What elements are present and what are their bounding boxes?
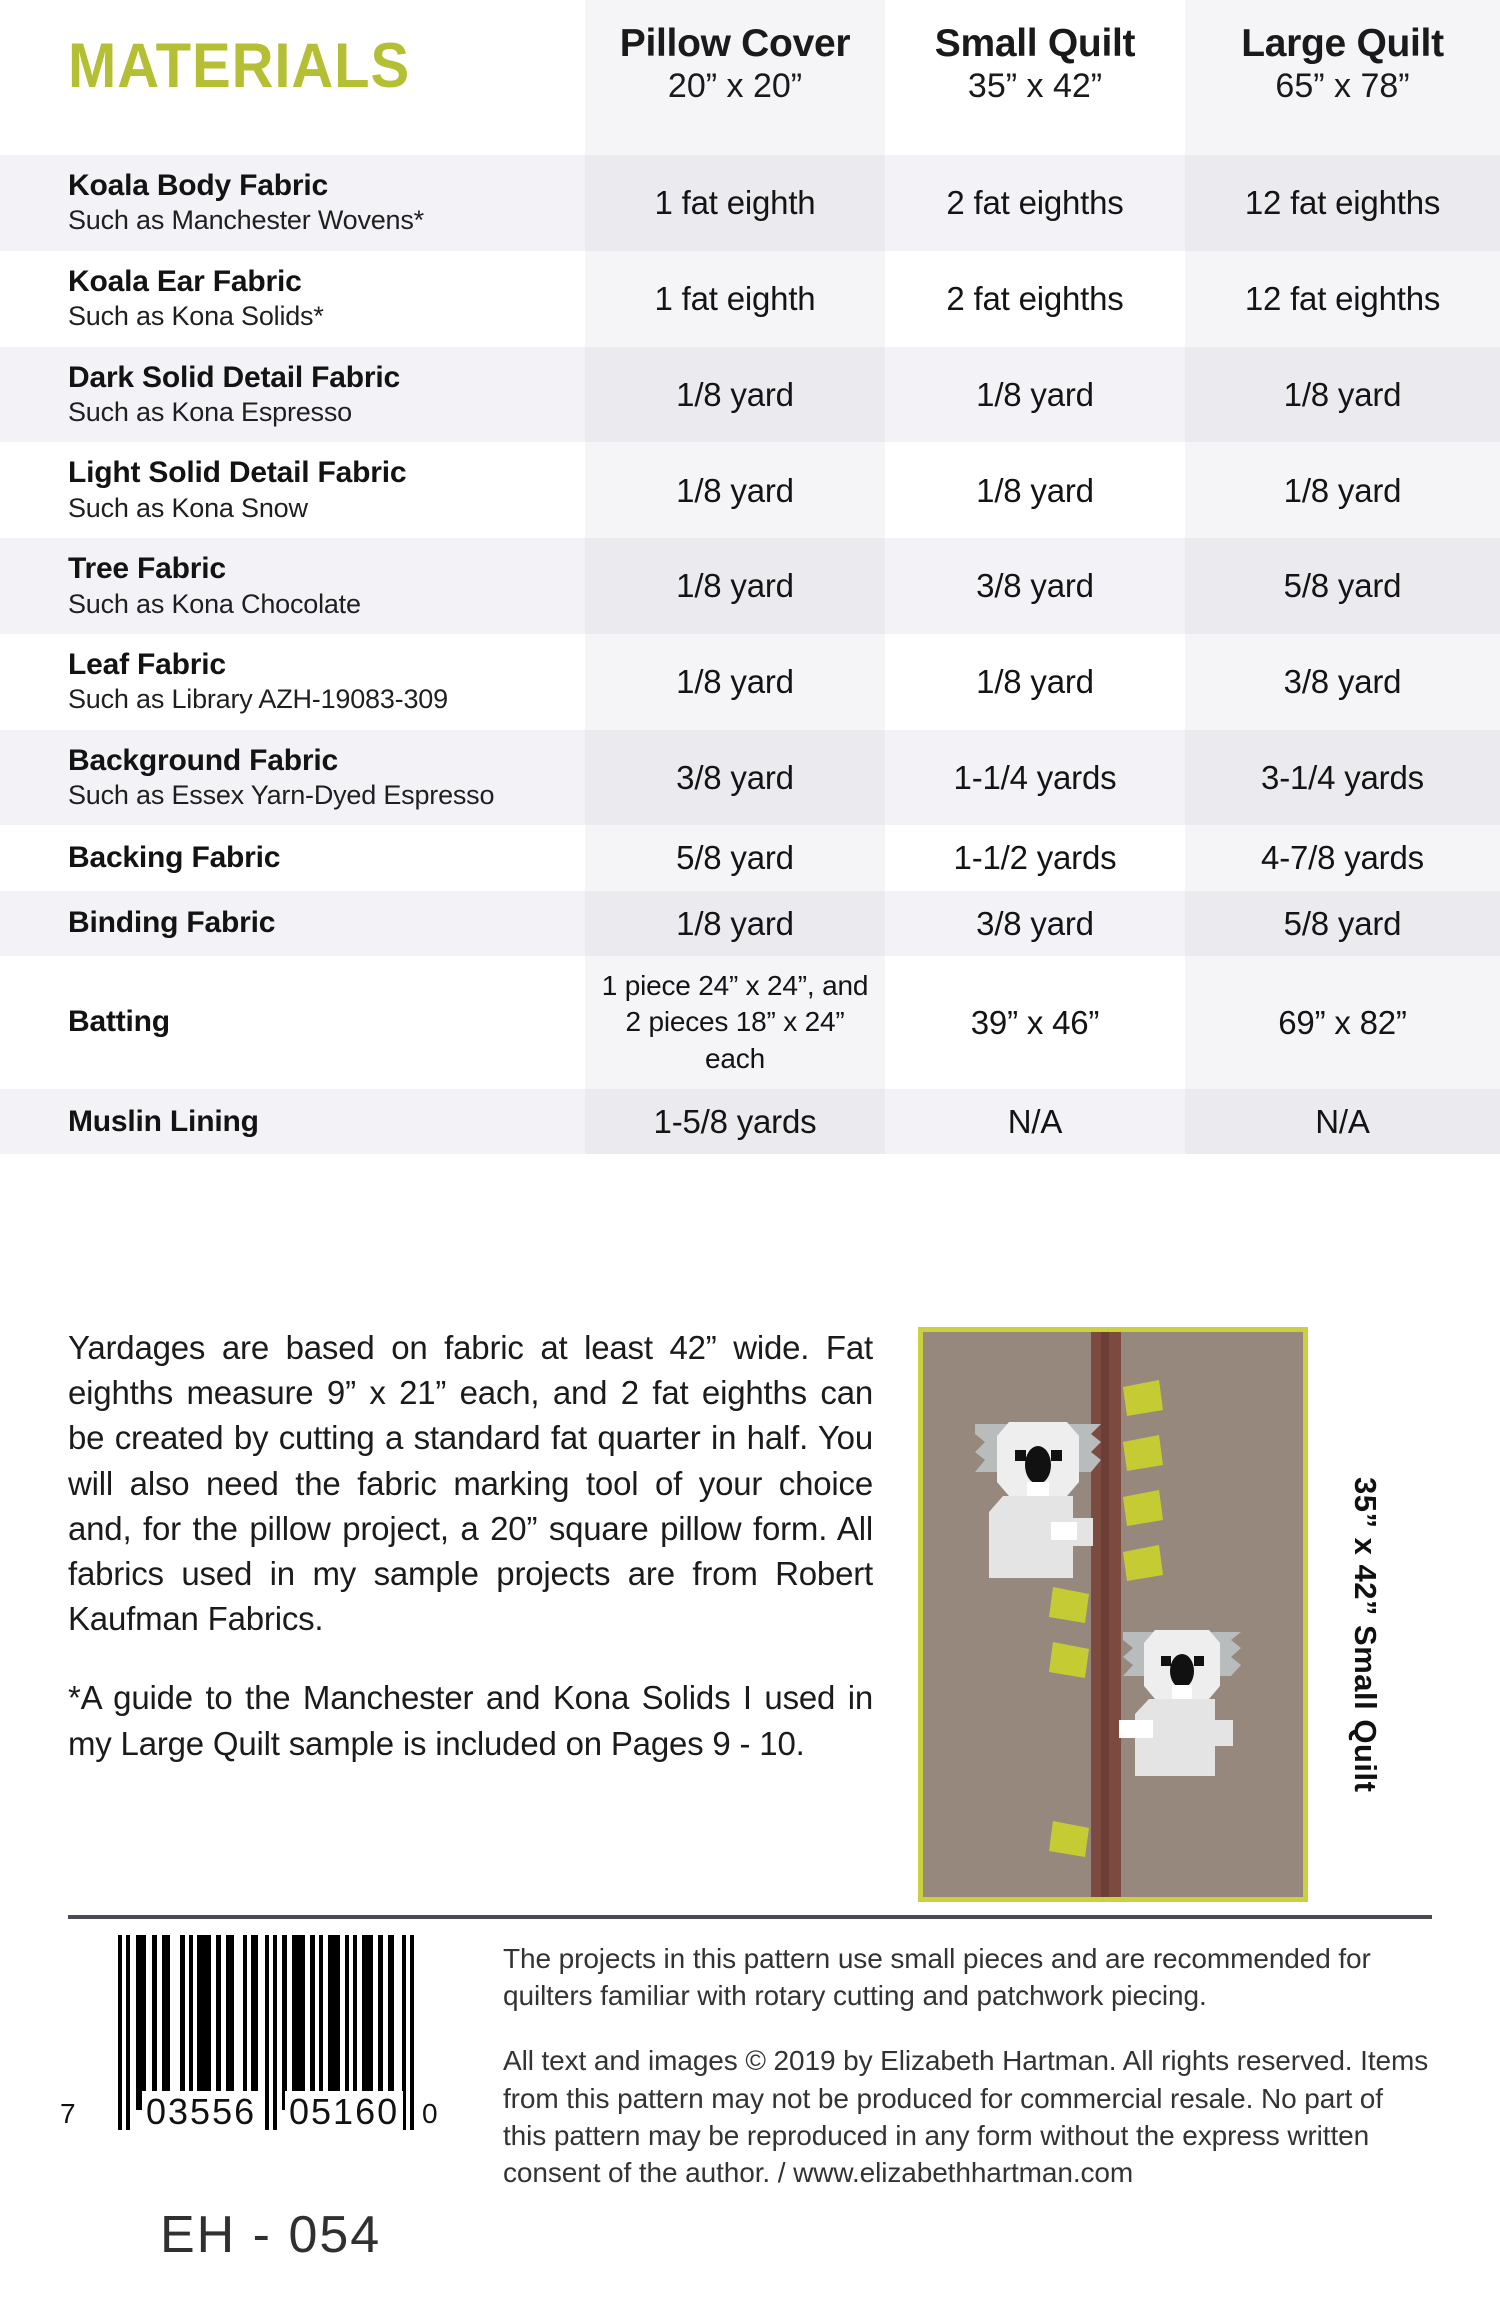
material-name-cell: [0, 634, 585, 730]
material-name-cell: [0, 730, 585, 826]
material-qty-large: 3-1/4 yards: [1185, 730, 1500, 826]
table-row: [0, 442, 1500, 538]
material-qty-small: 39” x 46”: [885, 956, 1185, 1089]
barcode-digit-right: 0: [422, 2098, 438, 2129]
material-qty-pillow: 1/8 yard: [585, 891, 885, 956]
material-suggestion: Such as Kona Solids*: [68, 301, 324, 332]
material-qty-pillow: 1/8 yard: [585, 634, 885, 730]
material-qty-small: 2 fat eighths: [885, 155, 1185, 251]
material-qty-pillow: 1/8 yard: [585, 442, 885, 538]
quilt-sample-figure: [918, 1327, 1383, 1902]
material-name: Dark Solid Detail Fabric: [68, 360, 400, 394]
material-suggestion: Such as Kona Chocolate: [68, 588, 361, 619]
material-qty-pillow: 5/8 yard: [585, 825, 885, 890]
material-name: Koala Body Fabric: [68, 169, 328, 202]
footer-skill-note: The projects in this pattern use small pieces and are recommended for quilters familiar with rotary cutting and patchwork piecing.: [503, 1943, 1371, 2012]
table-row: [0, 155, 1500, 251]
material-qty-large: 69” x 82”: [1185, 956, 1500, 1089]
koala-muzzle: [1027, 1482, 1049, 1496]
koala-eye-left: [1161, 1656, 1171, 1666]
column-header-pillow: [585, 0, 885, 155]
tree-trunk-shade: [1101, 1332, 1109, 1897]
material-suggestion: Such as Essex Yarn-Dyed Espresso: [68, 780, 495, 811]
material-name: Batting: [68, 1005, 170, 1039]
material-name: Binding Fabric: [68, 906, 276, 940]
notes-paragraph-yardages: Yardages are based on fabric at least 42” wide. Fat eighths measure 9” x 21” each, and 2 fat eighths can be created by cutting a standard fat quarter in half. You will also need the fabric marking tool of your choice and, for the pillow project, a 20” square pillow form. All fabrics used in my sample projects are from Robert Kaufman Fabrics.: [68, 1329, 873, 1638]
quilt-size-caption: 35” x 42” Small Quilt: [1348, 1477, 1383, 1793]
page-title: MATERIALS: [68, 30, 411, 101]
column-header-small-name: Small Quilt: [934, 21, 1136, 65]
column-header-pillow-name: Pillow Cover: [619, 21, 851, 65]
barcode: [60, 1935, 438, 2165]
koala-eye-left: [1015, 1450, 1026, 1461]
footer-divider: [68, 1915, 1432, 1919]
notes-block: [68, 1325, 873, 1766]
material-qty-large: 1/8 yard: [1185, 442, 1500, 538]
material-qty-large: 12 fat eighths: [1185, 155, 1500, 251]
material-suggestion: Such as Library AZH-19083-309: [68, 684, 448, 715]
column-header-large-name: Large Quilt: [1241, 21, 1444, 65]
quilt-illustration: [918, 1327, 1308, 1902]
material-qty-pillow: 1 piece 24” x 24”, and 2 pieces 18” x 24” each: [585, 956, 885, 1089]
column-header-large-size: 65” x 78”: [1275, 66, 1410, 105]
material-qty-pillow: 1-5/8 yards: [585, 1089, 885, 1154]
material-name-cell: [0, 347, 585, 443]
material-suggestion: Such as Manchester Wovens*: [68, 205, 424, 236]
footer-notes: [503, 1940, 1433, 2191]
material-name-cell: [0, 251, 585, 347]
material-qty-large: 3/8 yard: [1185, 634, 1500, 730]
material-qty-small: 1/8 yard: [885, 442, 1185, 538]
materials-table: [0, 0, 1500, 1154]
koala-arm-highlight: [1119, 1720, 1153, 1738]
material-qty-small: 1-1/2 yards: [885, 825, 1185, 890]
material-name: Leaf Fabric: [68, 647, 226, 681]
koala-eye-right: [1194, 1656, 1204, 1666]
material-name: Tree Fabric: [68, 552, 226, 586]
table-row: [0, 251, 1500, 347]
material-name-cell: [0, 956, 585, 1089]
koala-eye-right: [1051, 1450, 1062, 1461]
material-suggestion: Such as Kona Snow: [68, 492, 308, 523]
table-row: [0, 634, 1500, 730]
material-suggestion: Such as Kona Espresso: [68, 396, 352, 427]
material-qty-pillow: 3/8 yard: [585, 730, 885, 826]
material-name: Koala Ear Fabric: [68, 264, 302, 298]
material-qty-large: 1/8 yard: [1185, 347, 1500, 443]
koala-quilt-svg: [923, 1332, 1303, 1897]
material-name: Background Fabric: [68, 743, 338, 777]
table-row: [0, 956, 1500, 1089]
koala-arm-highlight: [1051, 1522, 1077, 1540]
page-title-cell: [0, 0, 585, 155]
table-row: [0, 891, 1500, 956]
material-name-cell: [0, 538, 585, 634]
table-row: [0, 538, 1500, 634]
material-qty-large: 12 fat eighths: [1185, 251, 1500, 347]
footer-copyright-note: All text and images © 2019 by Elizabeth Hartman. All rights reserved. Items from this pattern may not be produced for commercial resale. No part of this pattern may be reproduced in any form without the express written consent of the author. / www.elizabethhartman.com: [503, 2045, 1429, 2189]
material-qty-large: 4-7/8 yards: [1185, 825, 1500, 890]
material-name-cell: [0, 825, 585, 890]
table-header-row: [0, 0, 1500, 155]
barcode-digit-group2: 05160: [285, 2091, 403, 2133]
koala-muzzle: [1172, 1685, 1192, 1699]
koala-nose: [1025, 1446, 1051, 1484]
table-row: [0, 1089, 1500, 1154]
material-name: Muslin Lining: [68, 1104, 259, 1138]
material-name-cell: [0, 442, 585, 538]
material-name: Light Solid Detail Fabric: [68, 456, 407, 490]
material-qty-small: 1/8 yard: [885, 634, 1185, 730]
material-qty-large: 5/8 yard: [1185, 891, 1500, 956]
material-qty-pillow: 1 fat eighth: [585, 251, 885, 347]
column-header-small: [885, 0, 1185, 155]
table-row: [0, 347, 1500, 443]
column-header-pillow-size: 20” x 20”: [667, 66, 803, 105]
material-qty-small: 1/8 yard: [885, 347, 1185, 443]
material-qty-large: 5/8 yard: [1185, 538, 1500, 634]
barcode-digit-group1: 03556: [142, 2091, 260, 2133]
material-qty-small: 2 fat eighths: [885, 251, 1185, 347]
material-qty-small: 3/8 yard: [885, 538, 1185, 634]
material-name-cell: [0, 1089, 585, 1154]
material-qty-small: 1-1/4 yards: [885, 730, 1185, 826]
pattern-code: EH - 054: [160, 2206, 382, 2264]
material-qty-small: N/A: [885, 1089, 1185, 1154]
koala-nose: [1170, 1654, 1194, 1688]
material-qty-pillow: 1/8 yard: [585, 538, 885, 634]
material-qty-pillow: 1/8 yard: [585, 347, 885, 443]
material-name: Backing Fabric: [68, 840, 281, 874]
material-name-cell: [0, 155, 585, 251]
table-row: [0, 730, 1500, 826]
column-header-large: [1185, 0, 1500, 155]
material-name-cell: [0, 891, 585, 956]
column-header-small-size: 35” x 42”: [967, 66, 1103, 105]
notes-paragraph-solids-guide: *A guide to the Manchester and Kona Solids I used in my Large Quilt sample is included on Pages 9 - 10.: [68, 1679, 873, 1762]
material-qty-small: 3/8 yard: [885, 891, 1185, 956]
material-qty-pillow: 1 fat eighth: [585, 155, 885, 251]
material-qty-large: N/A: [1185, 1089, 1500, 1154]
table-row: [0, 825, 1500, 890]
barcode-digit-left: 7: [60, 2098, 76, 2129]
